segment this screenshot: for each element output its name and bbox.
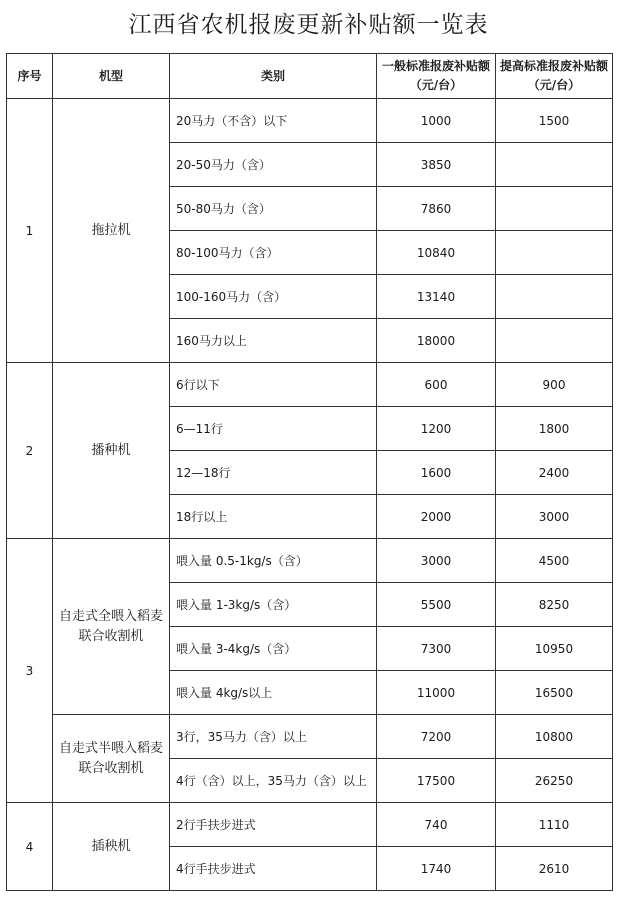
category-cell: 20-50马力（含） [170, 143, 377, 187]
page-title: 江西省农机报废更新补贴额一览表 [128, 12, 489, 38]
general-subsidy-cell: 1000 [377, 99, 496, 143]
raised-subsidy-cell: 1500 [496, 99, 613, 143]
category-cell: 3行，35马力（含）以上 [170, 715, 377, 759]
category-cell: 4行（含）以上，35马力（含）以上 [170, 759, 377, 803]
general-subsidy-cell: 740 [377, 803, 496, 847]
raised-subsidy-cell: 8250 [496, 583, 613, 627]
category-cell: 50-80马力（含） [170, 187, 377, 231]
raised-subsidy-cell: 1800 [496, 407, 613, 451]
header-seq: 序号 [7, 54, 53, 99]
raised-subsidy-cell: 26250 [496, 759, 613, 803]
raised-subsidy-cell [496, 143, 613, 187]
header-raised-subsidy: 提高标准报废补贴额（元/台） [496, 54, 613, 99]
table-row [7, 99, 613, 143]
table-row [7, 803, 613, 847]
seq-cell: 3 [7, 539, 53, 803]
category-cell: 2行手扶步进式 [170, 803, 377, 847]
subsidy-table [6, 53, 613, 891]
raised-subsidy-cell: 2610 [496, 847, 613, 891]
raised-subsidy-cell: 10800 [496, 715, 613, 759]
raised-subsidy-cell: 3000 [496, 495, 613, 539]
category-cell: 160马力以上 [170, 319, 377, 363]
machine-cell: 自走式半喂入稻麦联合收割机 [53, 715, 170, 803]
raised-subsidy-cell [496, 187, 613, 231]
table-header-row [7, 54, 613, 99]
category-cell: 80-100马力（含） [170, 231, 377, 275]
general-subsidy-cell: 11000 [377, 671, 496, 715]
machine-cell: 自走式全喂入稻麦联合收割机 [53, 539, 170, 715]
raised-subsidy-cell: 1110 [496, 803, 613, 847]
category-cell: 20马力（不含）以下 [170, 99, 377, 143]
category-cell: 6—11行 [170, 407, 377, 451]
raised-subsidy-cell: 900 [496, 363, 613, 407]
general-subsidy-cell: 600 [377, 363, 496, 407]
general-subsidy-cell: 1200 [377, 407, 496, 451]
general-subsidy-cell: 10840 [377, 231, 496, 275]
general-subsidy-cell: 7300 [377, 627, 496, 671]
raised-subsidy-cell: 4500 [496, 539, 613, 583]
machine-cell: 播种机 [53, 363, 170, 539]
category-cell: 喂入量 4kg/s以上 [170, 671, 377, 715]
category-cell: 喂入量 1-3kg/s（含） [170, 583, 377, 627]
category-cell: 100-160马力（含） [170, 275, 377, 319]
general-subsidy-cell: 3850 [377, 143, 496, 187]
table-row [7, 715, 613, 759]
category-cell: 喂入量 3-4kg/s（含） [170, 627, 377, 671]
general-subsidy-cell: 17500 [377, 759, 496, 803]
general-subsidy-cell: 7860 [377, 187, 496, 231]
general-subsidy-cell: 5500 [377, 583, 496, 627]
general-subsidy-cell: 2000 [377, 495, 496, 539]
raised-subsidy-cell [496, 275, 613, 319]
category-cell: 18行以上 [170, 495, 377, 539]
category-cell: 喂入量 0.5-1kg/s（含） [170, 539, 377, 583]
raised-subsidy-cell: 10950 [496, 627, 613, 671]
raised-subsidy-cell [496, 319, 613, 363]
seq-cell: 4 [7, 803, 53, 891]
general-subsidy-cell: 1740 [377, 847, 496, 891]
header-machine: 机型 [53, 54, 170, 99]
machine-cell: 插秧机 [53, 803, 170, 891]
raised-subsidy-cell [496, 231, 613, 275]
category-cell: 4行手扶步进式 [170, 847, 377, 891]
table-row [7, 363, 613, 407]
general-subsidy-cell: 1600 [377, 451, 496, 495]
seq-cell: 1 [7, 99, 53, 363]
machine-cell: 拖拉机 [53, 99, 170, 363]
category-cell: 12—18行 [170, 451, 377, 495]
category-cell: 6行以下 [170, 363, 377, 407]
general-subsidy-cell: 7200 [377, 715, 496, 759]
header-general-subsidy: 一般标准报废补贴额（元/台） [377, 54, 496, 99]
seq-cell: 2 [7, 363, 53, 539]
general-subsidy-cell: 18000 [377, 319, 496, 363]
general-subsidy-cell: 13140 [377, 275, 496, 319]
header-category: 类别 [170, 54, 377, 99]
raised-subsidy-cell: 2400 [496, 451, 613, 495]
raised-subsidy-cell: 16500 [496, 671, 613, 715]
table-row [7, 539, 613, 583]
general-subsidy-cell: 3000 [377, 539, 496, 583]
